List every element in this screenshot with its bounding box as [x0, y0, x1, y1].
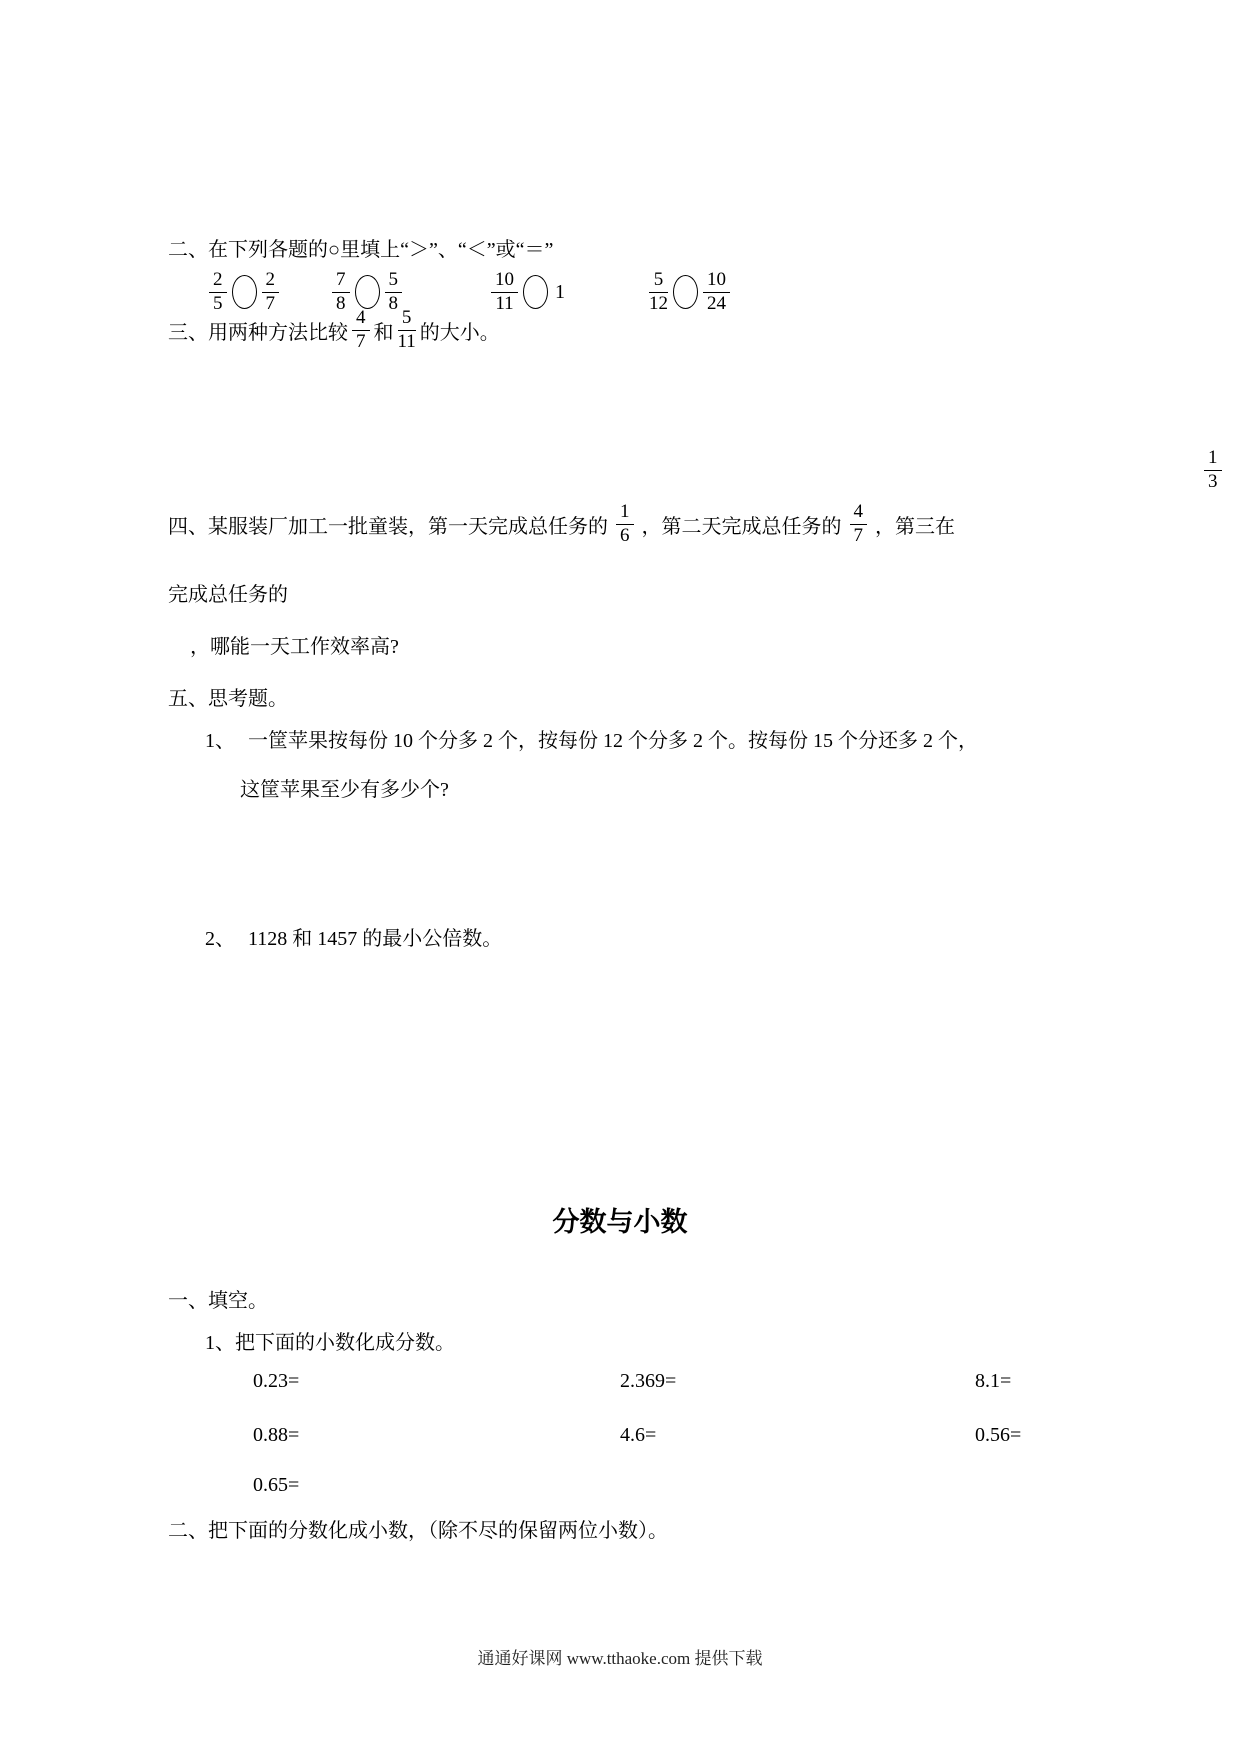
- decimal-item: 2.369=: [620, 1370, 677, 1392]
- item-number: 1、: [205, 730, 235, 752]
- comparison-circle[interactable]: [673, 275, 698, 309]
- fraction: $\frac{7}{8}$: [332, 270, 350, 314]
- worksheet2-title: 分数与小数: [552, 1207, 688, 1237]
- ws2-section-one-heading: 一、填空。: [168, 1290, 268, 1312]
- decimal-item: 4.6=: [620, 1424, 657, 1446]
- item-number: 2、: [205, 928, 235, 950]
- fraction: $\frac{4}{7}$: [850, 502, 868, 546]
- fraction: $\frac{5}{11}$: [397, 307, 416, 352]
- item-text: 一筐苹果按每份 10 个分多 2 个，按每份 12 个分多 2 个。按每份 15 个分还多 2 个，: [248, 730, 978, 752]
- fraction: $\frac{10}{24}$: [703, 270, 730, 314]
- fraction: $\frac{5}{8}$: [385, 270, 403, 314]
- section-three-suffix: 的大小。: [419, 321, 500, 344]
- decimal-item: 0.65=: [253, 1474, 300, 1496]
- fraction: $\frac{1}{3}$: [1204, 448, 1222, 492]
- section-three-prefix: 三、用两种方法比较: [168, 321, 348, 344]
- section-four-line3: ，哪能一天工作效率高?: [190, 636, 399, 658]
- item-text: 1128 和 1457 的最小公倍数。: [248, 928, 503, 950]
- comparison-circle[interactable]: [355, 275, 380, 309]
- section-three-line: [168, 308, 500, 352]
- whole-number: 1: [555, 280, 565, 303]
- decimal-item: 0.23=: [253, 1370, 300, 1392]
- section-four-line1: [168, 502, 955, 546]
- decimal-item: 0.56=: [975, 1424, 1022, 1446]
- section-four-part3: ，第三在: [875, 515, 955, 538]
- ws2-section-two-heading: 二、把下面的分数化成小数，（除不尽的保留两位小数）。: [168, 1520, 668, 1542]
- fraction: $\frac{4}{7}$: [352, 308, 370, 352]
- comparison-circle[interactable]: [523, 275, 548, 309]
- comparison-circle[interactable]: [232, 275, 257, 309]
- fraction: $\frac{1}{6}$: [616, 502, 634, 546]
- fraction: $\frac{5}{12}$: [649, 269, 668, 314]
- page-footer: 通通好课网 www.tthaoke.com 提供下载: [477, 1649, 763, 1668]
- compare-pair-4: [645, 270, 734, 314]
- section-two-heading: 二、在下列各题的○里填上“＞”、“＜”或“＝”: [168, 239, 554, 261]
- section-four-part2: ，第二天完成总任务的: [641, 515, 842, 538]
- stray-fraction-one-third: [1200, 448, 1226, 492]
- think-item-1-line2: 这筐苹果至少有多少个?: [240, 779, 449, 801]
- section-four-line2: 完成总任务的: [168, 584, 288, 606]
- fraction: $\frac{2}{5}$: [209, 270, 227, 314]
- think-item-1: [205, 724, 978, 753]
- fraction: $\frac{2}{7}$: [262, 270, 280, 314]
- decimal-item: 0.88=: [253, 1424, 300, 1446]
- think-item-2: [205, 922, 502, 951]
- fraction: $\frac{10}{11}$: [491, 270, 518, 314]
- ws2-sub-item-1: 1、把下面的小数化成分数。: [205, 1332, 455, 1354]
- section-five-heading: 五、思考题。: [168, 688, 288, 710]
- decimal-item: 8.1=: [975, 1370, 1012, 1392]
- section-three-mid: 和: [373, 321, 394, 344]
- section-four-part1: 四、某服装厂加工一批童装，第一天完成总任务的: [168, 515, 608, 538]
